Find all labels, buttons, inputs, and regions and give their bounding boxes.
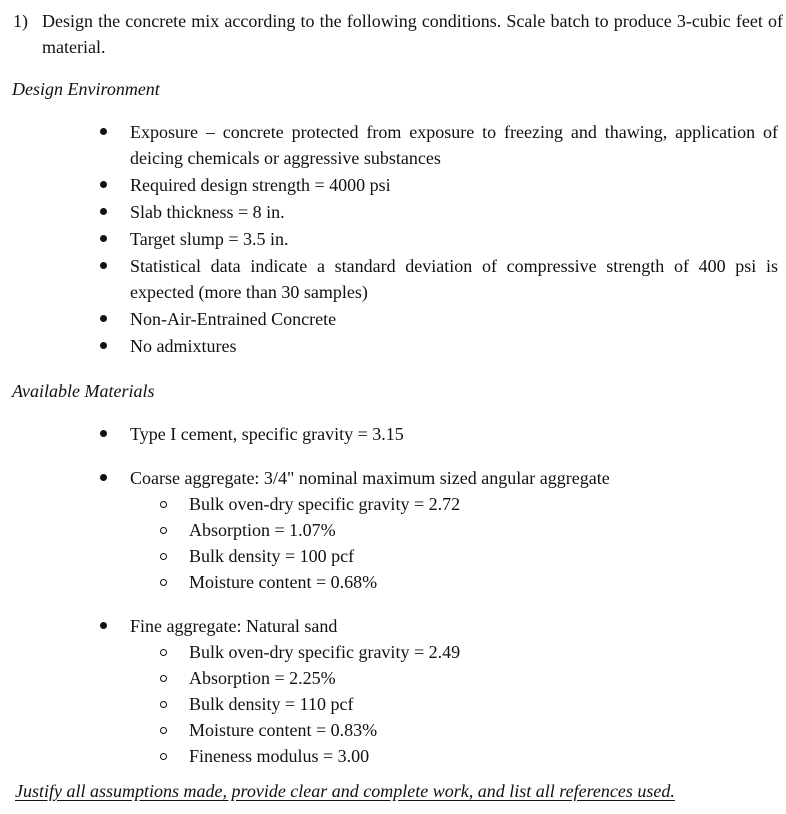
list-item [0, 119, 786, 171]
circle-bullet-icon [160, 753, 167, 760]
list-item-text: Required design strength = 4000 psi [130, 175, 391, 195]
bullet-icon [100, 181, 107, 188]
spacer [0, 595, 786, 613]
sub-item-text: Absorption = 2.25% [189, 668, 336, 688]
sub-item [0, 665, 786, 691]
sub-item [0, 569, 786, 595]
list-item [0, 199, 786, 225]
sub-item-text: Bulk density = 100 pcf [189, 546, 355, 566]
bullet-icon [100, 474, 107, 481]
sub-item [0, 717, 786, 743]
list-item-text: Fine aggregate: Natural sand [130, 616, 338, 636]
spacer [0, 447, 786, 465]
sub-item-text: Bulk oven-dry specific gravity = 2.72 [189, 494, 461, 514]
sub-item [0, 639, 786, 665]
sub-item [0, 691, 786, 717]
sub-item-text: Bulk oven-dry specific gravity = 2.49 [189, 642, 461, 662]
circle-bullet-icon [160, 649, 167, 656]
list-item-text: Non-Air-Entrained Concrete [130, 309, 337, 329]
bullet-icon [100, 342, 107, 349]
circle-bullet-icon [160, 727, 167, 734]
sub-item-text: Bulk density = 110 pcf [189, 694, 354, 714]
sub-item-text: Absorption = 1.07% [189, 520, 336, 540]
list-item [0, 333, 786, 359]
available-materials-heading: Available Materials [12, 381, 155, 401]
list-item-coarse-aggregate [0, 465, 786, 491]
list-item-text: Target slump = 3.5 in. [130, 229, 289, 249]
circle-bullet-icon [160, 501, 167, 508]
bullet-icon [100, 315, 107, 322]
sub-item [0, 517, 786, 543]
sub-item-text: Moisture content = 0.68% [189, 572, 378, 592]
list-item-text: No admixtures [130, 336, 237, 356]
list-item [0, 253, 786, 305]
list-item [0, 172, 786, 198]
question-text: Design the concrete mix according to the following conditions. Scale batch to produce 3-cubic feet of material. [42, 11, 783, 57]
bullet-icon [100, 430, 107, 437]
instructions-footer: Justify all assumptions made, provide clear and complete work, and list all references used. [15, 781, 675, 801]
bullet-icon [100, 235, 107, 242]
list-item-text: Type I cement, specific gravity = 3.15 [130, 424, 404, 444]
circle-bullet-icon [160, 553, 167, 560]
sub-item-text: Fineness modulus = 3.00 [189, 746, 370, 766]
list-item [0, 306, 786, 332]
circle-bullet-icon [160, 579, 167, 586]
bullet-icon [100, 622, 107, 629]
circle-bullet-icon [160, 675, 167, 682]
bullet-icon [100, 262, 107, 269]
list-item-text: Coarse aggregate: 3/4" nominal maximum sized angular aggregate [130, 468, 610, 488]
sub-item-text: Moisture content = 0.83% [189, 720, 378, 740]
sub-item [0, 491, 786, 517]
sub-item [0, 543, 786, 569]
design-environment-heading: Design Environment [12, 79, 160, 99]
list-item-text: Exposure – concrete protected from exposure to freezing and thawing, application of deicing chemicals or aggressive substances [130, 122, 778, 168]
question-number: 1) [13, 11, 28, 31]
bullet-icon [100, 208, 107, 215]
list-item-text: Statistical data indicate a standard deviation of compressive strength of 400 psi is expected (more than 30 samples) [130, 256, 778, 302]
circle-bullet-icon [160, 527, 167, 534]
list-item-cement [0, 421, 786, 447]
design-environment-list [0, 119, 786, 359]
circle-bullet-icon [160, 701, 167, 708]
list-item-fine-aggregate [0, 613, 786, 639]
bullet-icon [100, 128, 107, 135]
sub-item [0, 743, 786, 769]
available-materials-list [0, 421, 786, 769]
list-item-text: Slab thickness = 8 in. [130, 202, 285, 222]
question-1 [13, 8, 783, 60]
list-item [0, 226, 786, 252]
